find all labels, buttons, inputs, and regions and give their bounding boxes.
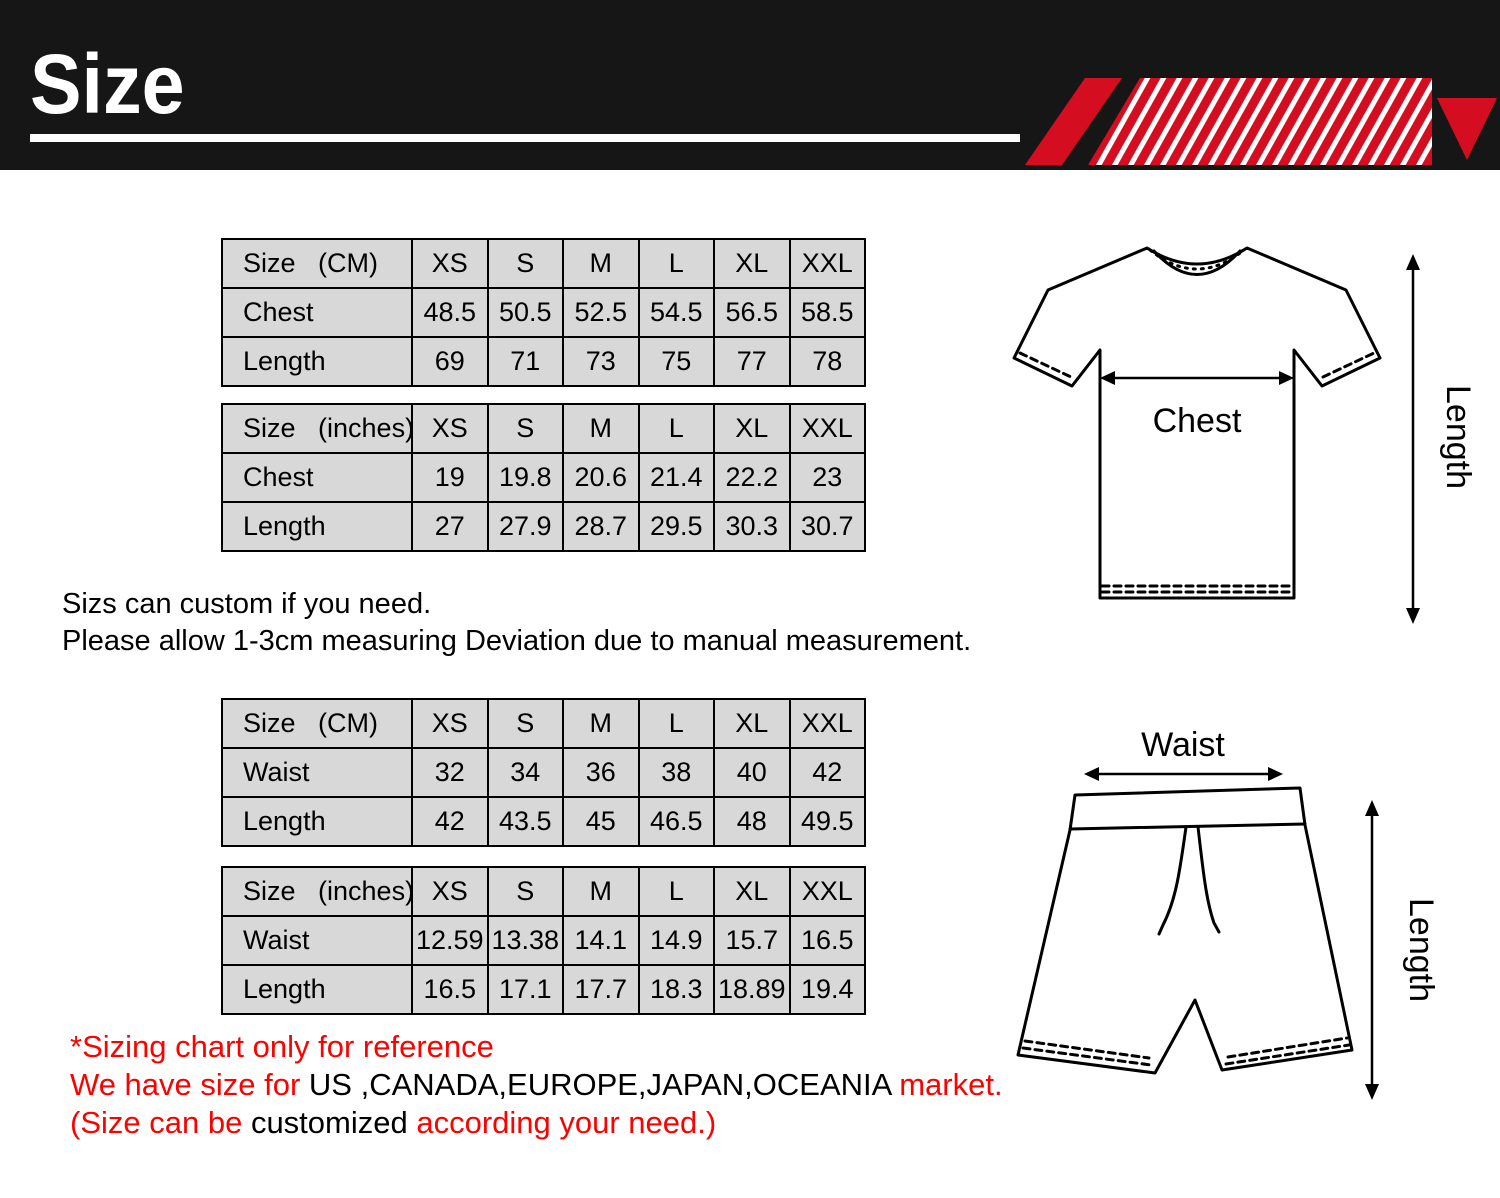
size-label-cell: S (488, 239, 564, 288)
page-title: Size (30, 37, 185, 131)
size-label-cell: XS (412, 404, 488, 453)
value-cell: 77 (714, 337, 790, 386)
shorts-length-label: Length (1402, 898, 1440, 1002)
value-cell: 49.5 (790, 797, 866, 846)
value-cell: 52.5 (563, 288, 639, 337)
size-label-cell: XL (714, 404, 790, 453)
value-cell: 43.5 (488, 797, 564, 846)
chest-label: Chest (1152, 402, 1242, 440)
value-cell: 54.5 (639, 288, 715, 337)
footer-line-3 (70, 1104, 1003, 1142)
size-label-cell: S (488, 699, 564, 748)
value-cell: 42 (790, 748, 866, 797)
size-label-cell: XL (714, 239, 790, 288)
measurement-row (222, 337, 865, 386)
value-cell: 18.89 (714, 965, 790, 1014)
value-cell: 28.7 (563, 502, 639, 551)
value-cell: 71 (488, 337, 564, 386)
shorts-drawing (1018, 788, 1352, 1073)
shorts-drawstring-left (1159, 827, 1186, 934)
size-label-cell: XS (412, 239, 488, 288)
down-triangle-icon (1437, 98, 1497, 160)
value-cell: 73 (563, 337, 639, 386)
value-cell: 42 (412, 797, 488, 846)
shorts-length-arrow (1365, 800, 1379, 1100)
size-label-cell: XS (412, 699, 488, 748)
value-cell: 20.6 (563, 453, 639, 502)
footer-segment: We have size for (70, 1067, 309, 1102)
shorts-size-inches-table (221, 866, 866, 1015)
size-header-row (222, 404, 865, 453)
row-label-cell: Size (inches) (222, 404, 412, 453)
value-cell: 23 (790, 453, 866, 502)
measurement-row (222, 797, 865, 846)
footer-disclaimer (70, 1028, 1003, 1142)
measurement-row (222, 916, 865, 965)
value-cell: 19.8 (488, 453, 564, 502)
value-cell: 13.38 (488, 916, 564, 965)
garment-diagrams (1000, 230, 1500, 1198)
value-cell: 17.1 (488, 965, 564, 1014)
tshirt-length-label: Length (1439, 385, 1477, 489)
shorts-size-cm-table (221, 698, 866, 847)
size-label-cell: L (639, 239, 715, 288)
size-label-cell: M (563, 867, 639, 916)
row-label-cell: Length (222, 502, 412, 551)
size-header-row (222, 239, 865, 288)
measurement-row (222, 965, 865, 1014)
value-cell: 19.4 (790, 965, 866, 1014)
row-label-cell: Length (222, 337, 412, 386)
row-label-cell: Waist (222, 748, 412, 797)
footer-segment: customized (250, 1105, 417, 1140)
shorts-cm-table-wrap (221, 698, 866, 847)
shorts-drawstring-right (1198, 827, 1219, 932)
measurement-row (222, 502, 865, 551)
row-label-cell: Waist (222, 916, 412, 965)
value-cell: 48.5 (412, 288, 488, 337)
footer-segment: US ,CANADA,EUROPE,JAPAN,OCEANIA (308, 1067, 900, 1102)
tshirt-cm-table-wrap (221, 238, 866, 387)
size-label-cell: XXL (790, 239, 866, 288)
value-cell: 56.5 (714, 288, 790, 337)
footer-segment: according your need.) (416, 1105, 717, 1140)
value-cell: 32 (412, 748, 488, 797)
value-cell: 34 (488, 748, 564, 797)
value-cell: 75 (639, 337, 715, 386)
tshirt-inches-table-wrap (221, 403, 866, 552)
footer-line-1 (70, 1028, 1003, 1066)
row-label-cell: Length (222, 965, 412, 1014)
value-cell: 69 (412, 337, 488, 386)
row-label-cell: Chest (222, 453, 412, 502)
size-label-cell: XXL (790, 699, 866, 748)
value-cell: 36 (563, 748, 639, 797)
measurement-row (222, 748, 865, 797)
footer-line-2 (70, 1066, 1003, 1104)
header-decoration (1000, 70, 1500, 170)
value-cell: 17.7 (563, 965, 639, 1014)
row-label-cell: Size (CM) (222, 699, 412, 748)
value-cell: 38 (639, 748, 715, 797)
value-cell: 27 (412, 502, 488, 551)
value-cell: 27.9 (488, 502, 564, 551)
size-label-cell: M (563, 239, 639, 288)
waist-label: Waist (1141, 726, 1225, 764)
value-cell: 30.3 (714, 502, 790, 551)
value-cell: 58.5 (790, 288, 866, 337)
header-bar (0, 0, 1500, 170)
waist-arrow (1084, 767, 1283, 781)
size-label-cell: XS (412, 867, 488, 916)
title-underline (30, 134, 1020, 142)
footer-segment: market. (899, 1067, 1003, 1102)
size-header-row (222, 867, 865, 916)
measurement-row (222, 288, 865, 337)
value-cell: 12.59 (412, 916, 488, 965)
row-label-cell: Chest (222, 288, 412, 337)
measurement-row (222, 453, 865, 502)
size-label-cell: XXL (790, 404, 866, 453)
tshirt-size-inches-table (221, 403, 866, 552)
value-cell: 29.5 (639, 502, 715, 551)
value-cell: 18.3 (639, 965, 715, 1014)
value-cell: 16.5 (412, 965, 488, 1014)
note-line-2: Please allow 1-3cm measuring Deviation due to manual measurement. (62, 625, 972, 657)
row-label-cell: Length (222, 797, 412, 846)
row-label-cell: Size (inches) (222, 867, 412, 916)
size-label-cell: XXL (790, 867, 866, 916)
value-cell: 40 (714, 748, 790, 797)
value-cell: 48 (714, 797, 790, 846)
size-label-cell: L (639, 867, 715, 916)
size-label-cell: S (488, 404, 564, 453)
shorts-waistband-line (1070, 824, 1305, 829)
value-cell: 21.4 (639, 453, 715, 502)
chest-arrow (1100, 371, 1294, 385)
value-cell: 16.5 (790, 916, 866, 965)
note-line-1: Sizs can custom if you need. (62, 588, 432, 620)
value-cell: 22.2 (714, 453, 790, 502)
value-cell: 45 (563, 797, 639, 846)
value-cell: 15.7 (714, 916, 790, 965)
row-label-cell: Size (CM) (222, 239, 412, 288)
size-label-cell: M (563, 699, 639, 748)
size-header-row (222, 699, 865, 748)
footer-segment: (Size can be (70, 1105, 251, 1140)
value-cell: 14.1 (563, 916, 639, 965)
value-cell: 46.5 (639, 797, 715, 846)
red-ribbon-striped (1080, 70, 1488, 170)
shorts-inches-table-wrap (221, 866, 866, 1015)
value-cell: 50.5 (488, 288, 564, 337)
size-label-cell: M (563, 404, 639, 453)
size-label-cell: XL (714, 699, 790, 748)
tshirt-length-arrow (1406, 254, 1420, 624)
size-label-cell: L (639, 699, 715, 748)
value-cell: 78 (790, 337, 866, 386)
size-label-cell: XL (714, 867, 790, 916)
value-cell: 19 (412, 453, 488, 502)
value-cell: 14.9 (639, 916, 715, 965)
size-label-cell: S (488, 867, 564, 916)
footer-segment: *Sizing chart only for reference (70, 1029, 494, 1064)
tshirt-size-cm-table (221, 238, 866, 387)
value-cell: 30.7 (790, 502, 866, 551)
custom-size-notes (62, 586, 971, 660)
size-label-cell: L (639, 404, 715, 453)
